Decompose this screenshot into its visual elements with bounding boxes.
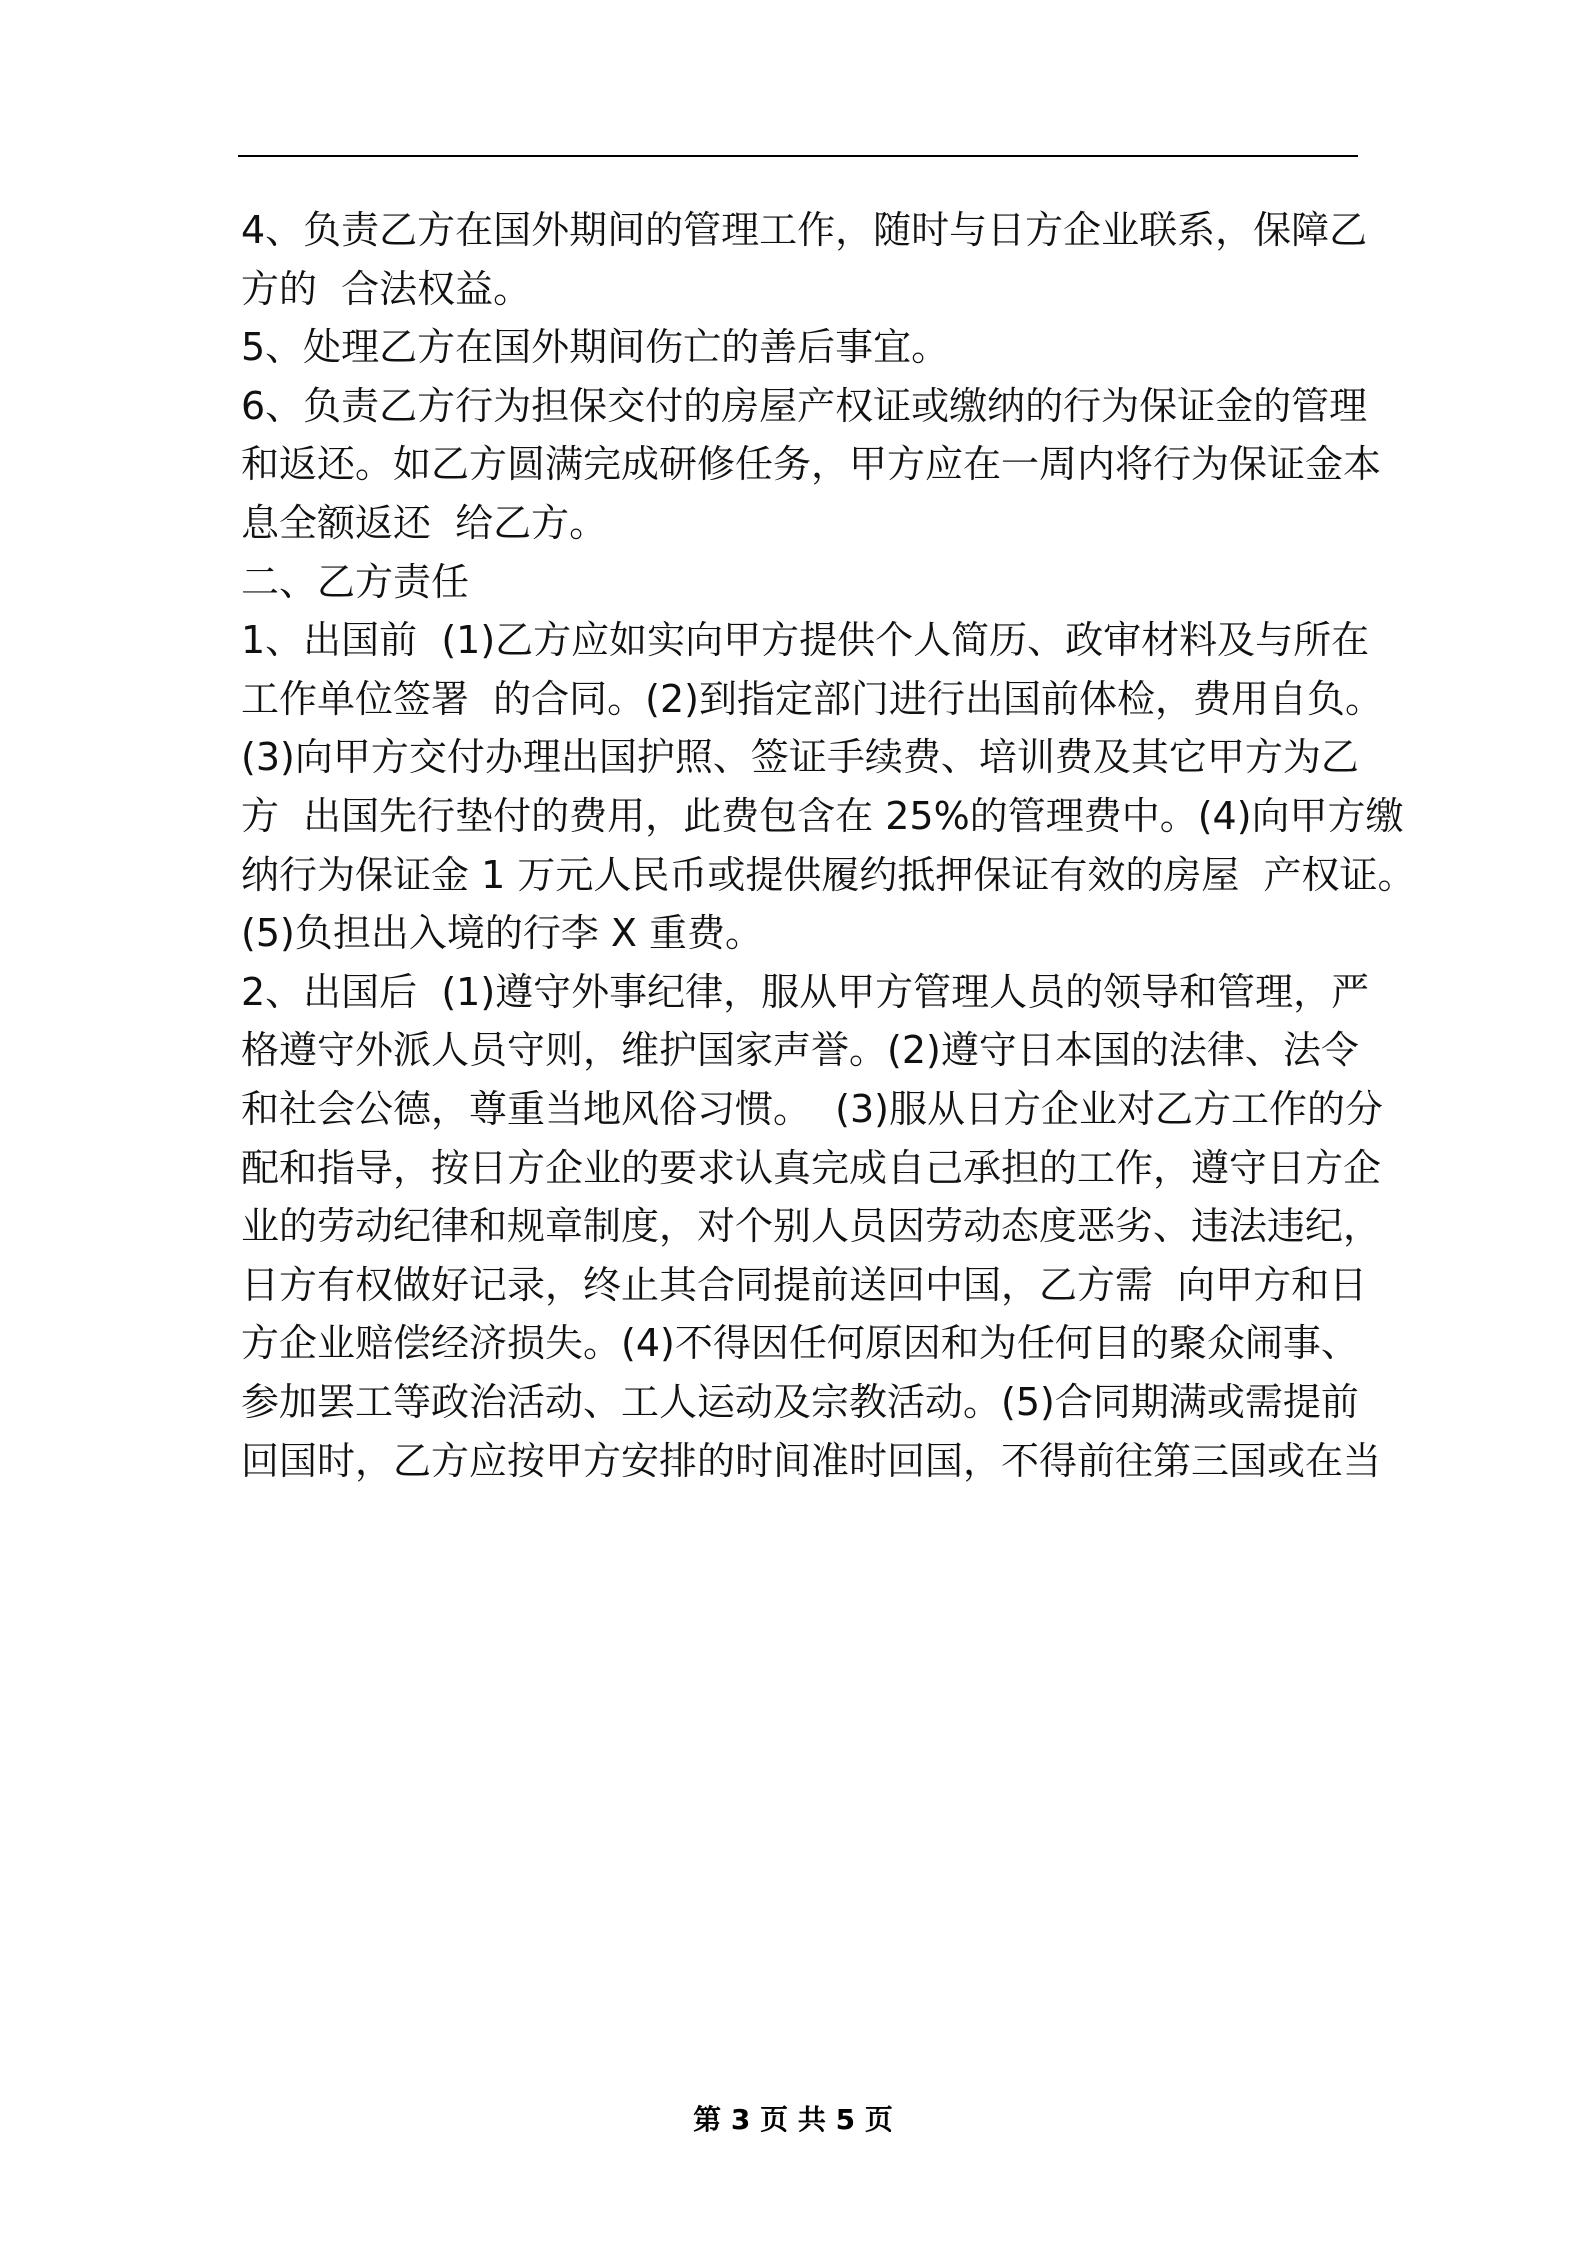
text-line: 回国时，乙方应按甲方安排的时间准时回国，不得前往第三国或在当 xyxy=(241,1439,1382,1483)
text-line: 1、出国前 (1)乙方应如实向甲方提供个人简历、政审材料及与所在 xyxy=(241,618,1370,662)
text-line: 5、处理乙方在国外期间伤亡的善后事宜。 xyxy=(241,325,950,369)
text-line: (3)向甲方交付办理出国护照、签证手续费、培训费及其它甲方为乙 xyxy=(241,735,1359,779)
text-line: 2、出国后 (1)遵守外事纪律，服从甲方管理人员的领导和管理，严 xyxy=(241,970,1370,1014)
text-line: 二、乙方责任 xyxy=(241,560,470,604)
text-line: 方的 合法权益。 xyxy=(241,267,532,311)
text-line: 息全额返还 给乙方。 xyxy=(241,501,608,545)
header-rule xyxy=(238,155,1358,157)
page-footer: 第 3 页 共 5 页 xyxy=(693,2103,893,2136)
text-line: 方企业赔偿经济损失。(4)不得因任何原因和为任何目的聚众闹事、 xyxy=(241,1321,1359,1365)
text-line: 日方有权做好记录，终止其合同提前送回中国，乙方需 向甲方和日 xyxy=(241,1263,1368,1307)
text-line: 业的劳动纪律和规章制度，对个别人员因劳动态度恶劣、违法违纪， xyxy=(241,1204,1382,1248)
text-line: (5)负担出入境的行李 X 重费。 xyxy=(241,911,764,955)
text-line: 参加罢工等政治活动、工人运动及宗教活动。(5)合同期满或需提前 xyxy=(241,1380,1359,1424)
text-line: 纳行为保证金 1 万元人民币或提供履约抵押保证有效的房屋 产权证。 xyxy=(241,853,1416,897)
text-line: 和社会公德，尊重当地风俗习惯。 (3)服从日方企业对乙方工作的分 xyxy=(241,1087,1383,1131)
text-line: 方 出国先行垫付的费用，此费包含在 25%的管理费中。(4)向甲方缴 xyxy=(241,794,1404,838)
text-line: 工作单位签署 的合同。(2)到指定部门进行出国前体检，费用自负。 xyxy=(241,677,1383,721)
text-line: 4、负责乙方在国外期间的管理工作，随时与日方企业联系，保障乙 xyxy=(241,208,1368,252)
text-line: 和返还。如乙方圆满完成研修任务，甲方应在一周内将行为保证金本 xyxy=(241,442,1382,486)
text-line: 格遵守外派人员守则，维护国家声誉。(2)遵守日本国的法律、法令 xyxy=(241,1028,1359,1072)
text-line: 6、负责乙方行为担保交付的房屋产权证或缴纳的行为保证金的管理 xyxy=(241,384,1368,428)
text-line: 配和指导，按日方企业的要求认真完成自己承担的工作，遵守日方企 xyxy=(241,1146,1382,1190)
